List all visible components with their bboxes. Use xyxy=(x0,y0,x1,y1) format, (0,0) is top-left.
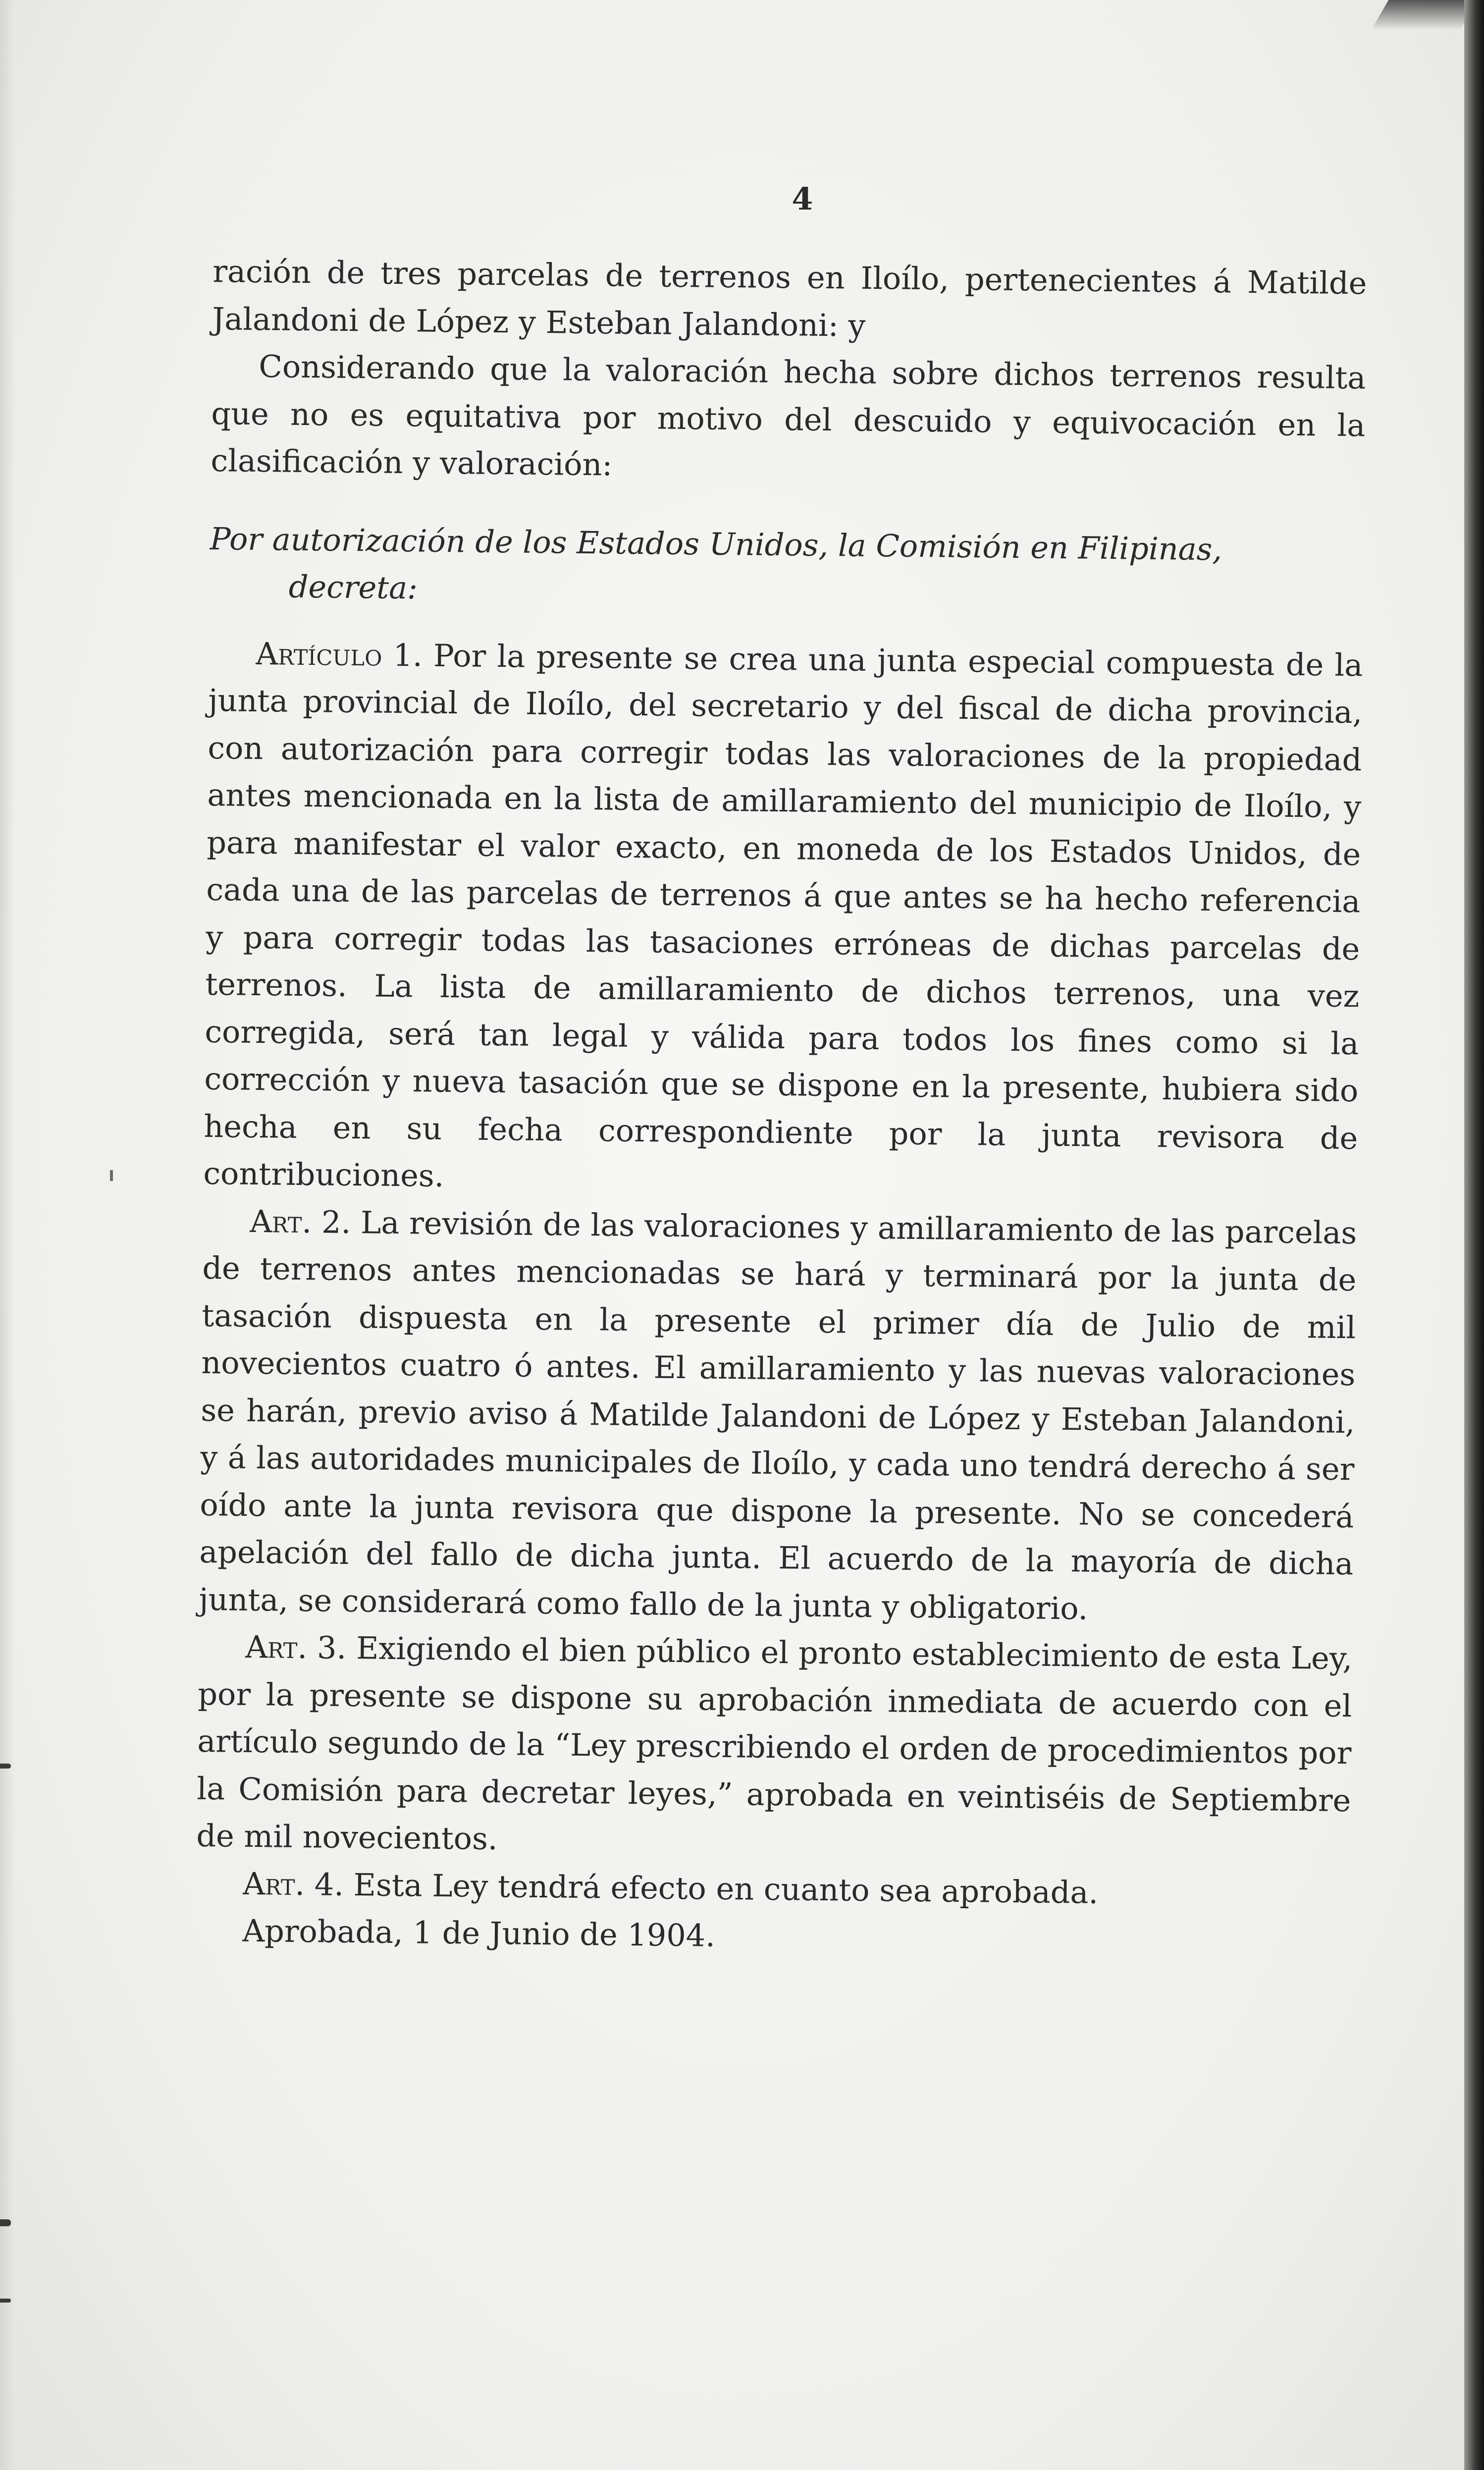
page-edge-nick xyxy=(0,2219,11,2226)
article-text: La revisión de las valoraciones y amillaramiento de las parcelas de terrenos antes mencionadas se hará y terminará por la junta de tasación dispuesta en la presente el primer día de Julio de mil novecientos cuatro ó antes. El amillaramiento y las nuevas valoraciones se harán, previo aviso á Matilde Jalandoni de López y Esteban Jalandoni, y á las autoridades municipales de Iloílo, y cada uno tendrá derecho á ser oído ante la junta revisora que dispone la presente. No se concederá apelación del fallo de dicha junta. El acuerdo de la mayoría de dicha junta, se considerará como fallo de la junta y obligatorio. xyxy=(199,1204,1357,1627)
article-3 xyxy=(196,1623,1353,1872)
article-label: Art. 3. xyxy=(245,1628,347,1666)
enacting-clause xyxy=(209,515,1364,621)
article-2 xyxy=(199,1197,1357,1635)
article-label: Art. 4. xyxy=(243,1865,344,1903)
page-left-edge xyxy=(0,0,15,2470)
binding-shadow xyxy=(1464,0,1484,2470)
article-1 xyxy=(203,629,1363,1209)
article-text: Exigiendo el bien público el pronto establecimiento de esta Ley, por la presente se dispone su aprobación inmediata de acuerdo con el artículo segundo de la “Ley prescribiendo el orden de procedimientos por la Comisión para decretar leyes,” aprobada en veintiséis de Septiembre de mil novecientos. xyxy=(196,1630,1353,1857)
article-label: Artículo 1. xyxy=(256,635,423,673)
page-edge-nick xyxy=(0,1764,11,1769)
page-number: 4 xyxy=(792,181,813,217)
article-text: Esta Ley tendrá efecto en cuanto sea aprobada. xyxy=(353,1866,1099,1911)
document-body xyxy=(195,248,1367,1966)
binding-shadow-top xyxy=(1372,0,1478,30)
approval-date: Aprobada, 1 de Junio de 1904. xyxy=(242,1912,716,1954)
enacting-clause-line2: decreta: xyxy=(288,568,418,606)
page-edge-nick xyxy=(0,2299,11,2303)
article-label: Art. 2. xyxy=(250,1203,351,1240)
enacting-clause-line1: Por autorización de los Estados Unidos, la Comisión en Filipinas, xyxy=(210,520,1222,567)
preamble-continuation: ración de tres parcelas de terrenos en Iloílo, pertenecientes á Matilde Jalandoni de López y Esteban Jalandoni: y xyxy=(212,253,1367,344)
article-text: Por la presente se crea una junta especial compuesta de la junta provincial de Iloílo, del secretario y del fiscal de dicha provincia, con autorización para corregir todas las valoraciones de la propiedad antes mencionada en la lista de amillaramiento del municipio de Iloílo, y para manifestar el valor exacto, en moneda de los Estados Unidos, de cada una de las parcelas de terrenos á que antes se ha hecho referencia y para corregir todas las tasaciones erróneas de dichas parcelas de terrenos. La lista de amillaramiento de dichos terrenos, una vez corregida, será tan legal y válida para todos los fines como si la corrección y nueva tasación que se dispone en la presente, hubiera sido hecha en su fecha correspondiente por la junta revisora de contribuciones. xyxy=(203,637,1363,1194)
considerando-paragraph: Considerando que la valoración hecha sobre dichos terrenos resulta que no es equitativa por motivo del descuido y equivocación en la clasificación y valoración: xyxy=(211,348,1366,483)
stray-mark xyxy=(110,1170,113,1181)
